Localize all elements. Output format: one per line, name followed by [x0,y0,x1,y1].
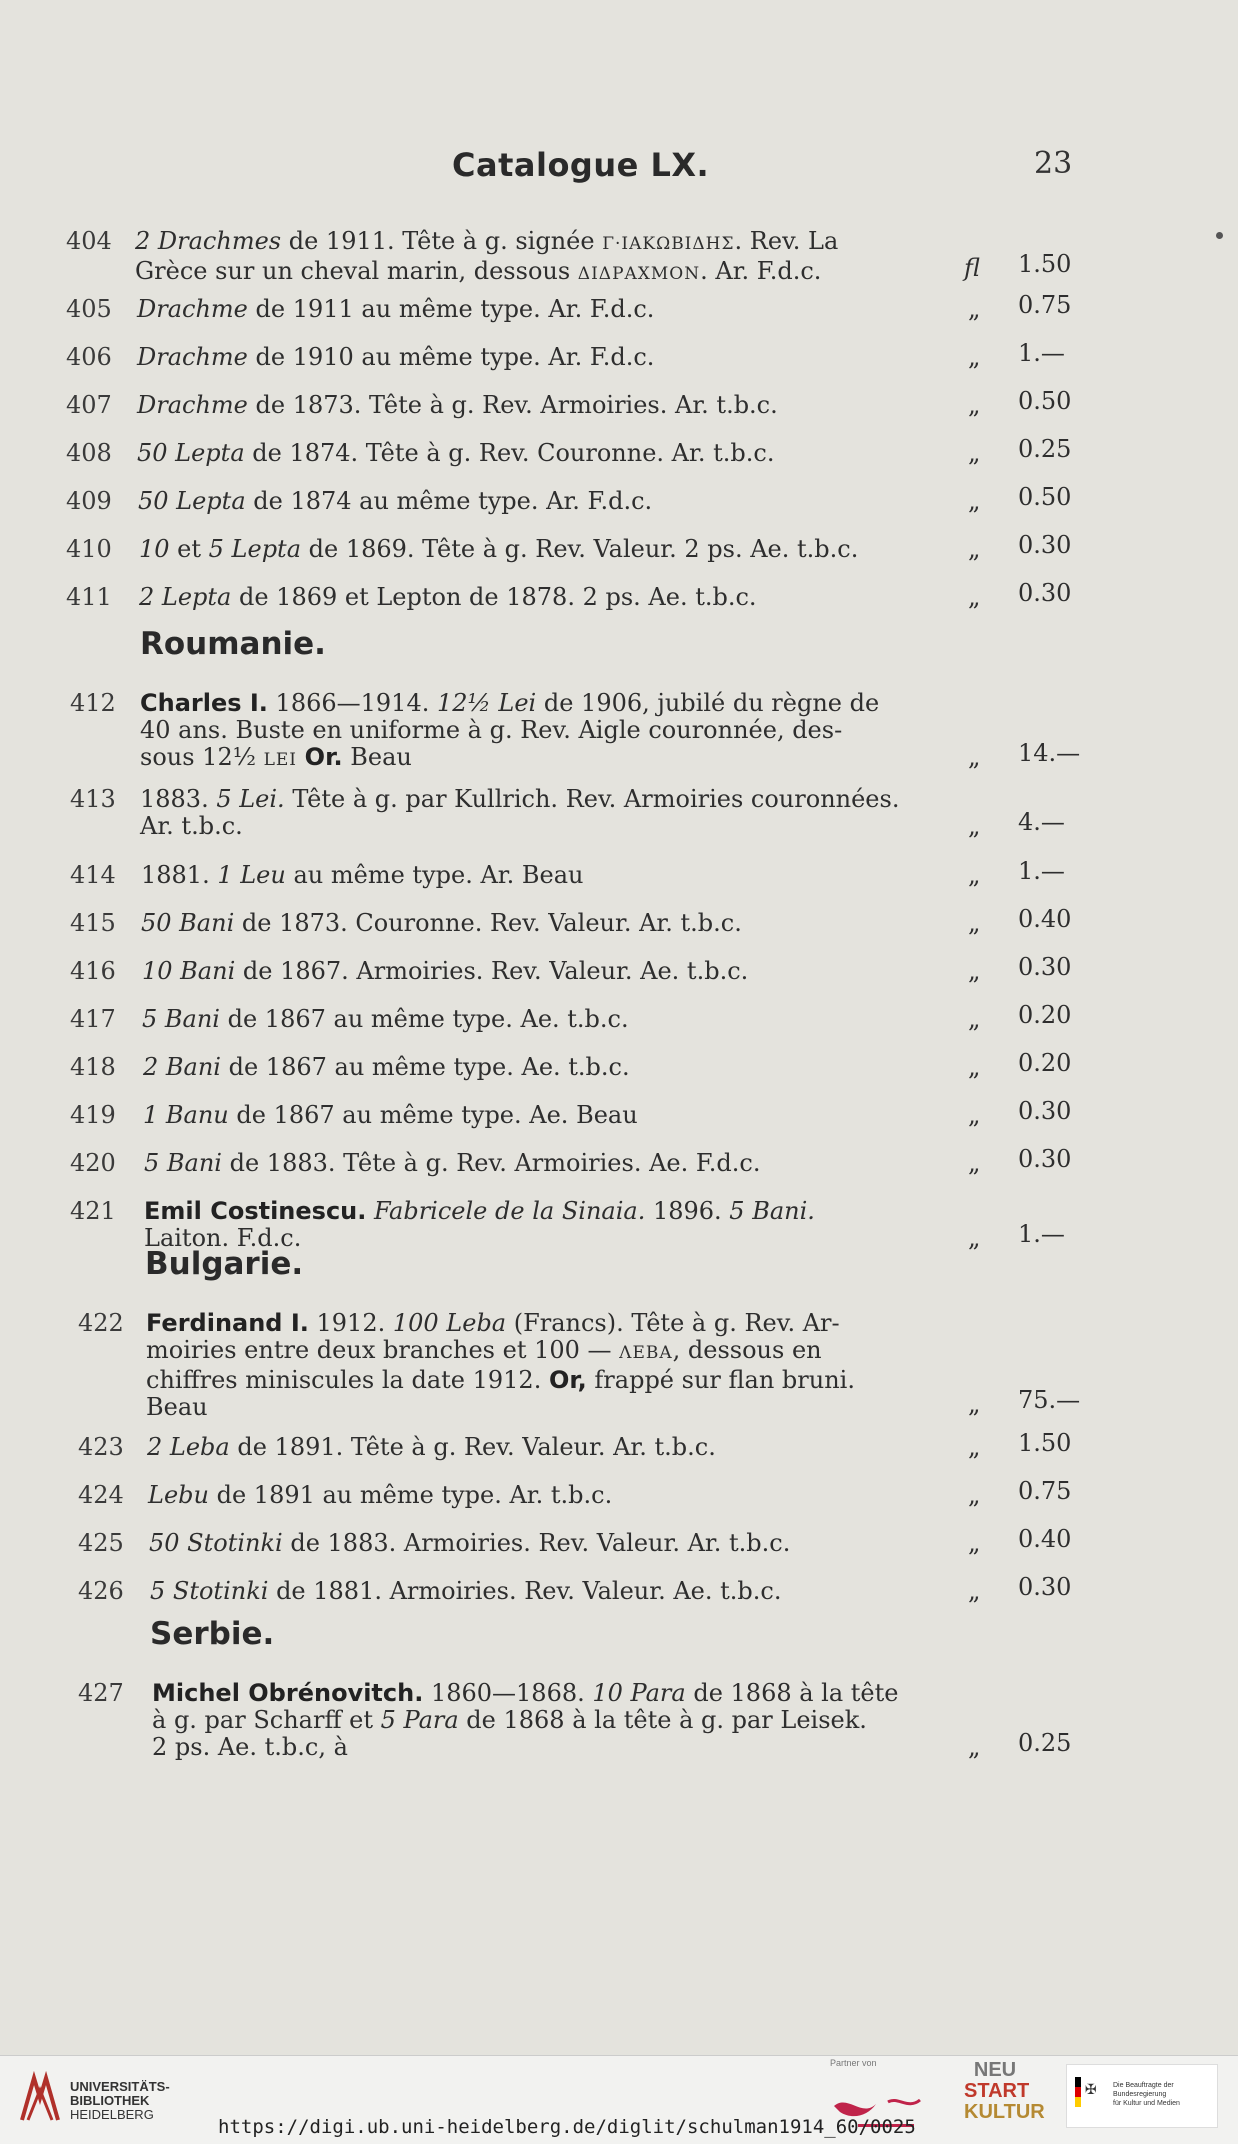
ditto-mark: „ [968,1577,981,1605]
lot-description [142,958,748,985]
italic-text: 50 Lepta [138,487,246,515]
lot-description [152,1680,898,1761]
description-line [141,862,583,889]
lot-price: 0.30 [1018,579,1072,607]
text: , dessous en [672,1336,822,1364]
text: de 1867 au même type. Ae. t.b.c. [219,1005,629,1033]
section-heading: Bulgarie. [145,1246,304,1282]
ditto-mark: „ [968,861,981,889]
lot-description [137,392,778,419]
italic-text: 5 Stotinki [150,1577,269,1605]
lot-price: 4.— [1018,808,1065,836]
description-line [140,690,879,717]
text: à g. par Scharff et [152,1706,381,1734]
description-line [147,1434,716,1461]
lot-price: 1.50 [1018,250,1072,278]
description-line [146,1310,855,1337]
italic-text: 100 Leba [392,1309,507,1337]
lot-description [140,690,879,774]
lot-description [143,1054,630,1081]
ditto-mark: „ [968,1224,981,1252]
italic-text: 5 Lepta [208,535,302,563]
lot-price: 0.30 [1018,1573,1072,1601]
text: de 1906, jubilé du règne de [536,689,880,717]
text: Ar. t.b.c. [140,812,243,840]
bold-text: Ferdinand I. [146,1309,309,1337]
section-heading: Serbie. [150,1616,275,1652]
lot-description [144,1198,815,1252]
lot-number: 418 [70,1053,116,1081]
bold-text: Or, [548,1366,587,1394]
text: de 1869. Tête à g. Rev. Valeur. 2 ps. Ae. t.b.c. [301,535,859,563]
lot-description [144,1150,760,1177]
text: et [169,535,209,563]
text: de 1868 à la tête [685,1679,899,1707]
text: . Ar. F.d.c. [700,257,822,285]
lot-number: 426 [78,1577,124,1605]
description-line [140,717,879,744]
lot-number: 420 [70,1149,116,1177]
description-line [140,744,879,774]
text: de 1910 au même type. Ar. F.d.c. [247,343,655,371]
text: de 1883. Armoiries. Rev. Valeur. Ar. t.b.c. [282,1529,791,1557]
text: (Francs). Tête à g. Rev. Ar- [506,1309,840,1337]
description-line [141,910,742,937]
lot-price: 1.— [1018,1220,1065,1248]
lot-number: 406 [66,343,112,371]
description-line [144,1198,815,1225]
lot-description [146,1310,855,1421]
text [297,743,305,771]
lot-number: 413 [70,785,116,813]
ditto-mark: „ [968,391,981,419]
italic-text: Drachme [137,343,248,371]
description-line [146,1337,855,1367]
italic-text: 50 Stotinki [149,1529,283,1557]
lot-number: 415 [70,909,116,937]
section-heading: Roumanie. [140,626,326,662]
text: moiries entre deux branches et 100 — [146,1336,620,1364]
lot-description [137,344,654,371]
description-line [148,1482,612,1509]
ditto-mark: „ [968,957,981,985]
text: sous 12½ [140,743,264,771]
lot-price: 14.— [1018,739,1081,767]
description-line [135,228,838,258]
italic-text: 12½ Lei [436,689,537,717]
bold-text: Emil Costinescu. [144,1197,367,1225]
text: de 1867. Armoiries. Rev. Valeur. Ae. t.b.c. [235,957,749,985]
ditto-mark: „ [968,743,981,771]
ditto-mark: „ [968,343,981,371]
text: de 1874 au même type. Ar. F.d.c. [245,487,653,515]
description-line [137,440,774,467]
library-name: UNIVERSITÄTS- BIBLIOTHEK HEIDELBERG [70,2079,170,2122]
viewer-footer [0,2055,1238,2144]
description-line [137,344,654,371]
lot-number: 421 [70,1197,116,1225]
lot-number: 414 [70,861,116,889]
lot-description [137,440,774,467]
italic-text: 50 Bani [141,909,235,937]
text: de 1867 au même type. Ae. Beau [228,1101,638,1129]
italic-text: 1 Leu [217,861,286,889]
description-line [135,258,838,288]
text: Beau [146,1393,208,1421]
lot-number: 419 [70,1101,116,1129]
lot-price: 0.30 [1018,531,1072,559]
bold-text: Michel Obrénovitch. [152,1679,424,1707]
lot-price: 1.— [1018,857,1065,885]
lot-price: 0.25 [1018,435,1072,463]
lot-price: 0.30 [1018,1145,1072,1173]
description-line [146,1394,855,1421]
italic-text: 50 Lepta [137,439,245,467]
lot-description [139,584,757,611]
text: de 1911. Tête à g. signée [281,227,603,255]
text: Laiton. F.d.c. [144,1224,302,1252]
italic-text: 10 Bani [142,957,236,985]
ditto-mark: „ [968,1101,981,1129]
italic-text: Fabricele de la Sinaia. [374,1197,646,1225]
small-caps-text: ΔΙΔΡΑΧΜΟΝ [577,264,701,284]
lot-number: 407 [66,391,112,419]
italic-text: Lebu [148,1481,209,1509]
lot-description [141,862,583,889]
italic-text: 2 Leba [147,1433,230,1461]
lot-description [137,296,654,323]
lot-price: 0.75 [1018,291,1072,319]
description-line [137,392,778,419]
text: 1866—1914. [267,689,437,717]
description-line [143,1054,630,1081]
neustart-kultur-logo: NEU START KULTUR [964,2059,1045,2123]
ditto-mark: „ [968,1053,981,1081]
description-line [144,1150,760,1177]
description-line [149,1530,790,1557]
page-number: 23 [1034,146,1073,181]
bold-text: Charles I. [140,689,268,717]
italic-text: 1 Banu [143,1101,229,1129]
text: 1881. [141,861,218,889]
description-line [150,1578,781,1605]
ditto-mark: „ [968,909,981,937]
lot-price: 0.20 [1018,1049,1072,1077]
lot-number: 422 [78,1309,124,1337]
lot-price: 0.50 [1018,387,1072,415]
lot-number: 427 [78,1679,124,1707]
description-line [152,1734,898,1761]
lot-description [142,1006,629,1033]
description-line [142,1006,629,1033]
text: de 1881. Armoiries. Rev. Valeur. Ae. t.b.c. [268,1577,782,1605]
lot-price: 0.40 [1018,1525,1072,1553]
text: de 1874. Tête à g. Rev. Couronne. Ar. t.b.c. [244,439,775,467]
ditto-mark: „ [968,487,981,515]
lot-price: 0.20 [1018,1001,1072,1029]
text: frappé sur flan bruni. [586,1366,855,1394]
ditto-mark: „ [968,439,981,467]
page-url[interactable]: https://digi.ub.uni-heidelberg.de/diglit/schulman1914_60/0025 [218,2116,916,2138]
lot-number: 416 [70,957,116,985]
text: Tête à g. par Kullrich. Rev. Armoiries couronnées. [284,785,900,813]
description-line [142,958,748,985]
italic-text: 10 [139,535,170,563]
ditto-mark: „ [968,583,981,611]
small-caps-text: LEI [263,750,298,770]
ditto-mark: „ [968,295,981,323]
italic-text: 2 Bani [143,1053,221,1081]
ditto-mark: „ [968,812,981,840]
text: 1860—1868. [423,1679,593,1707]
lot-number: 412 [70,689,116,717]
lot-description [143,1102,638,1129]
description-line [152,1680,898,1707]
ditto-mark: „ [968,1149,981,1177]
text: au même type. Ar. Beau [285,861,584,889]
eagle-icon: ✠ [1085,2081,1097,2097]
text: de 1867 au même type. Ae. t.b.c. [220,1053,630,1081]
ditto-mark: „ [968,1733,981,1761]
description-line [143,1102,638,1129]
description-line [146,1367,855,1394]
lot-description [135,228,838,288]
text: Grèce sur un cheval marin, dessous [135,257,578,285]
lot-number: 423 [78,1433,124,1461]
italic-text: 5 Para [380,1706,459,1734]
text: Beau [342,743,412,771]
lot-price: 0.30 [1018,1097,1072,1125]
description-line [140,786,899,813]
lot-description [140,786,899,840]
lot-number: 425 [78,1529,124,1557]
text: de 1911 au même type. Ar. F.d.c. [247,295,655,323]
description-line [140,813,899,840]
italic-text: Drachme [137,295,248,323]
lot-description [147,1434,716,1461]
text: chiffres miniscules la date 1912. [146,1366,549,1394]
text: 1912. [308,1309,393,1337]
lot-number: 405 [66,295,112,323]
italic-text: Drachme [137,391,248,419]
university-library-logo-icon [14,2068,66,2128]
text: de 1891. Tête à g. Rev. Valeur. Ar. t.b.c. [229,1433,716,1461]
text: de 1891 au même type. Ar. t.b.c. [208,1481,613,1509]
ditto-mark: „ [968,1481,981,1509]
lot-number: 417 [70,1005,116,1033]
italic-text: 5 Bani [142,1005,220,1033]
lot-number: 408 [66,439,112,467]
text [366,1197,374,1225]
italic-text: 2 Lepta [139,583,232,611]
lot-price: 0.50 [1018,483,1072,511]
lot-description [139,536,858,563]
lot-price: 0.75 [1018,1477,1072,1505]
margin-dot [1216,232,1223,239]
lot-price: 0.25 [1018,1729,1072,1757]
bund-label: Die Beauftragte der Bundesregierung für Kultur und Medien [1113,2082,1180,2107]
ditto-mark: „ [968,535,981,563]
lot-number: 409 [66,487,112,515]
lot-description [148,1482,612,1509]
lot-description [141,910,742,937]
description-line [137,296,654,323]
text: de 1873. Couronne. Rev. Valeur. Ar. t.b.c. [234,909,742,937]
text: 1883. [140,785,217,813]
description-line [139,584,757,611]
italic-text: 5 Bani [144,1149,222,1177]
ditto-mark: „ [968,1529,981,1557]
italic-text: 10 Para [592,1679,686,1707]
ditto-mark: „ [968,1433,981,1461]
text: de 1868 à la tête à g. par Leisek. [458,1706,867,1734]
text: 40 ans. Buste en uniforme à g. Rev. Aigle couronnée, des- [140,716,843,744]
partner-label: Partner von [830,2058,877,2068]
lot-number: 410 [66,535,112,563]
lot-number: 404 [66,227,112,255]
lot-price: 0.30 [1018,953,1072,981]
text: de 1869 et Lepton de 1878. 2 ps. Ae. t.b.c. [231,583,757,611]
description-line [138,488,652,515]
lot-description [138,488,652,515]
lot-price: 1.50 [1018,1429,1072,1457]
small-caps-text: Γ·ΙΑΚΩΒΙΔΗΣ [602,234,735,254]
italic-text: 2 Drachmes [135,227,282,255]
ditto-mark: „ [968,1390,981,1418]
lot-description [149,1530,790,1557]
currency-label: fl [964,254,981,282]
ditto-mark: „ [968,1005,981,1033]
description-line [139,536,858,563]
description-line [152,1707,898,1734]
lot-price: 75.— [1018,1386,1081,1414]
bold-text: Or. [304,743,343,771]
small-caps-text: ΛΕΒΑ [619,1343,673,1363]
text: . Rev. La [734,227,839,255]
lot-price: 1.— [1018,339,1065,367]
lot-description [150,1578,781,1605]
text: de 1883. Tête à g. Rev. Armoiries. Ae. F.d.c. [221,1149,761,1177]
lot-price: 0.40 [1018,905,1072,933]
italic-text: 5 Lei. [216,785,285,813]
text: de 1873. Tête à g. Rev. Armoiries. Ar. t.b.c. [247,391,778,419]
federal-government-logo [1066,2064,1218,2128]
text: 1896. [645,1197,730,1225]
text: 2 ps. Ae. t.b.c, à [152,1733,348,1761]
lot-number: 411 [66,583,112,611]
italic-text: 5 Bani. [729,1197,815,1225]
german-flag-icon [1075,2077,1081,2107]
lot-number: 424 [78,1481,124,1509]
page-title: Catalogue LX. [452,146,710,184]
